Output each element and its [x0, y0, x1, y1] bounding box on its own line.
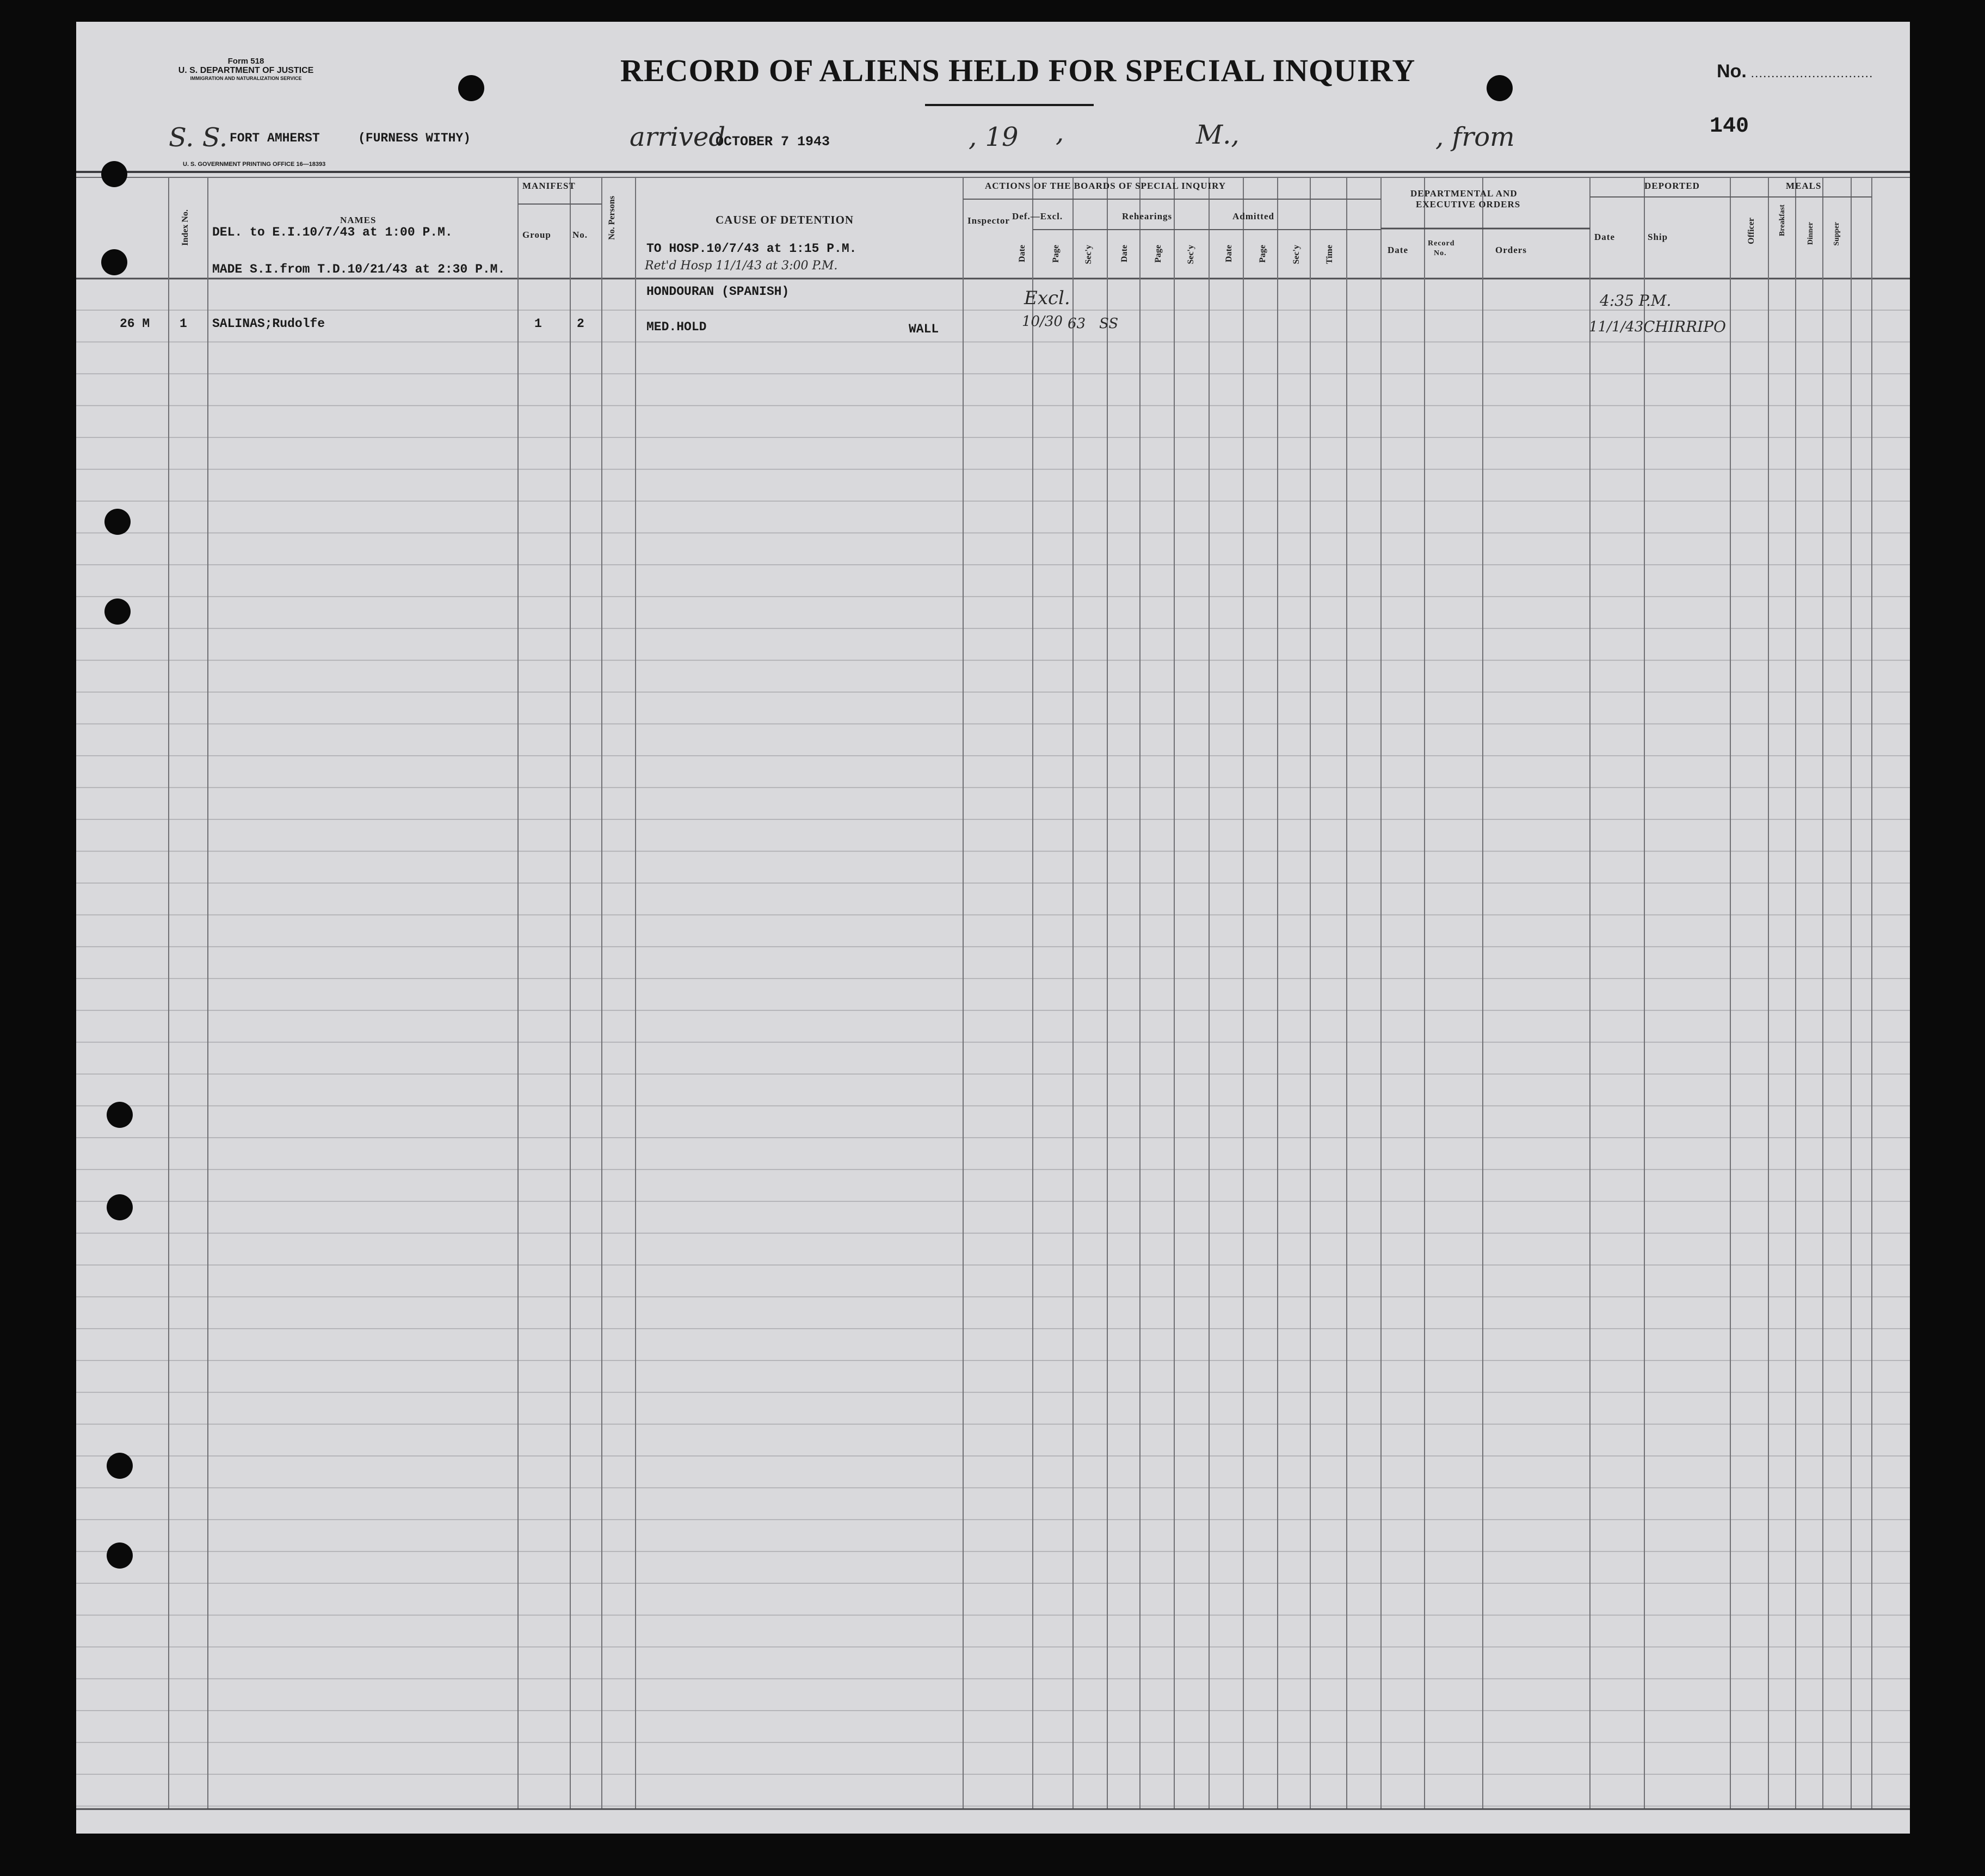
record-sheet: [76, 22, 1910, 1834]
header-orders: Orders: [1495, 245, 1527, 255]
entry-deported-date: 11/1/43: [1589, 319, 1644, 335]
header-def-date: Date: [1018, 245, 1027, 262]
year-comma: ,: [1056, 118, 1064, 148]
header-no: No.: [572, 230, 588, 240]
record-no-label: No.: [1717, 61, 1747, 82]
header-def-page: Page: [1051, 245, 1061, 263]
ss-label: S. S.: [169, 122, 228, 153]
year-label: , 19: [969, 122, 1019, 152]
header-breakfast: Breakfast: [1778, 205, 1786, 237]
service-name: IMMIGRATION AND NATURALIZATION SERVICE: [190, 76, 302, 81]
header-def-secy: Sec'y: [1084, 245, 1093, 264]
form-identification: [153, 57, 338, 81]
header-adm-time: Time: [1325, 245, 1334, 264]
punch-hole: [107, 1194, 133, 1220]
entry-board-date: 10/30: [1022, 313, 1063, 330]
header-adm-date: Date: [1224, 245, 1234, 262]
department-name: U. S. DEPARTMENT OF JUSTICE: [178, 66, 314, 75]
header-dinner: Dinner: [1807, 222, 1815, 245]
header-supper: Supper: [1833, 222, 1841, 246]
header-manifest: MANIFEST: [522, 181, 576, 191]
header-record: Record: [1428, 239, 1455, 248]
header-adm-secy: Sec'y: [1292, 245, 1301, 264]
hospital-note: TO HOSP.10/7/43 at 1:15 P.M.: [646, 242, 857, 256]
page-number: 140: [1710, 114, 1749, 139]
punch-hole: [1487, 75, 1513, 101]
entry-deported-time: 4:35 P.M.: [1600, 292, 1672, 310]
entry-deported-ship: CHIRRIPO: [1643, 318, 1726, 336]
arrived-label: arrived: [630, 122, 726, 152]
form-number: Form 518: [227, 57, 264, 66]
header-meals: MEALS: [1786, 181, 1822, 191]
header-officer: Officer: [1747, 218, 1756, 244]
entry-inspector: WALL: [909, 322, 939, 336]
punch-hole: [107, 1453, 133, 1479]
header-reh-page: Page: [1154, 245, 1163, 263]
record-no-dots: ..............................: [1751, 66, 1873, 80]
punch-hole: [458, 75, 484, 101]
header-departmental-1: DEPARTMENTAL AND: [1410, 188, 1518, 199]
header-reh-secy: Sec'y: [1186, 245, 1195, 264]
header-cause: CAUSE OF DETENTION: [716, 213, 854, 226]
header-admitted: Admitted: [1232, 211, 1274, 221]
header-group: Group: [522, 230, 551, 240]
page-title: RECORD OF ALIENS HELD FOR SPECIAL INQUIRY: [620, 53, 1416, 88]
header-ship: Ship: [1648, 232, 1668, 242]
header-dep-date: Date: [1594, 232, 1615, 242]
m-label: M.,: [1196, 120, 1240, 150]
entry-board-action: Excl.: [1024, 287, 1070, 309]
header-departmental-2: EXECUTIVE ORDERS: [1416, 199, 1521, 209]
header-no-persons: No. Persons: [607, 196, 617, 240]
header-index-no: Index No.: [181, 209, 190, 246]
shipping-line: (FURNESS WITHY): [358, 131, 471, 145]
punch-hole: [107, 1102, 133, 1128]
entry-group: 1: [534, 317, 542, 331]
entry-name: SALINAS;Rudolfe: [212, 317, 325, 331]
header-record-no: No.: [1434, 249, 1447, 257]
header-inspector: Inspector: [967, 215, 1010, 226]
entry-no: 2: [577, 317, 584, 331]
from-label: , from: [1435, 122, 1515, 152]
header-dept-date: Date: [1388, 245, 1408, 255]
punch-hole: [101, 249, 127, 275]
header-adm-page: Page: [1258, 245, 1267, 263]
punch-hole: [104, 598, 131, 625]
printing-office: U. S. GOVERNMENT PRINTING OFFICE 16—18393: [183, 161, 326, 168]
punch-hole: [104, 509, 131, 535]
header-reh-date: Date: [1120, 245, 1129, 262]
returned-hospital-note: Ret'd Hosp 11/1/43 at 3:00 P.M.: [645, 259, 838, 273]
entry-board-secy: SS: [1099, 316, 1119, 332]
entry-cause: MED.HOLD: [646, 320, 707, 334]
header-names: NAMES: [340, 215, 377, 225]
punch-hole: [107, 1542, 133, 1569]
header-actions: ACTIONS OF THE BOARDS OF SPECIAL INQUIRY: [985, 181, 1226, 191]
header-deported: DEPORTED: [1644, 181, 1700, 191]
entry-index: 1: [180, 317, 187, 331]
header-rehearings: Rehearings: [1122, 211, 1173, 221]
entry-age-sex: 26 M: [120, 317, 150, 331]
entry-board-page: 63: [1068, 316, 1086, 332]
made-si-note: MADE S.I.from T.D.10/21/43 at 2:30 P.M.: [212, 262, 506, 276]
punch-hole: [101, 161, 127, 187]
arrived-date: OCTOBER 7 1943: [716, 134, 830, 150]
delivered-note: DEL. to E.I.10/7/43 at 1:00 P.M.: [212, 225, 453, 239]
header-def-excl: Def.—Excl.: [1012, 211, 1063, 221]
ship-name: FORT AMHERST: [230, 131, 320, 145]
title-underline: [925, 104, 1094, 106]
entry-nationality: HONDOURAN (SPANISH): [646, 285, 790, 299]
